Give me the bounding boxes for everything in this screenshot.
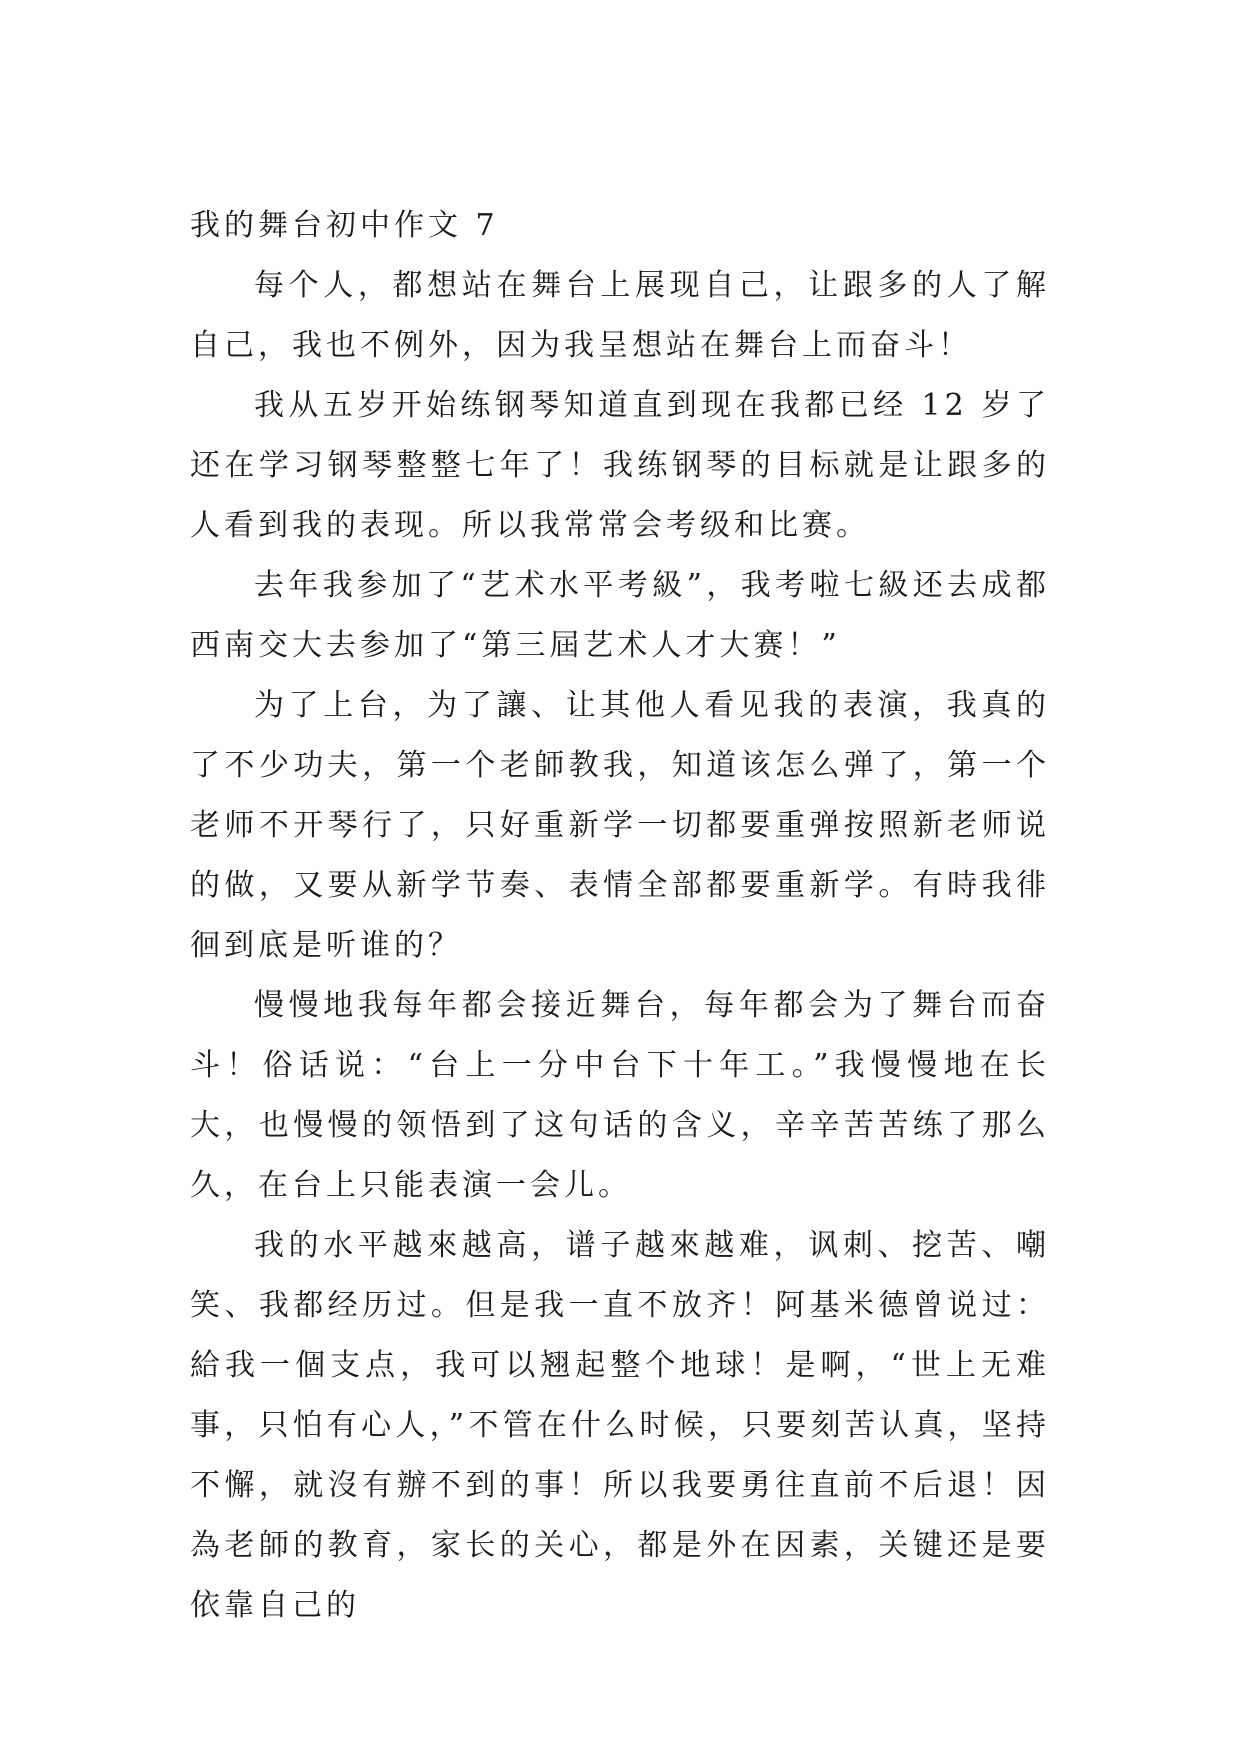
document-title: 我的舞台初中作文 7 xyxy=(190,208,499,243)
paragraph: 为了上台，为了讓、让其他人看见我的表演，我真的了不少功夫，第一个老師教我，知道该怎么弹了，第一个老师不开琴行了，只好重新学一切都要重弹按照新老师说的做，又要从新学节奏、表情全部都要重新学。有時我徘徊到底是听谁的？ xyxy=(190,688,1050,963)
paragraph: 我从五岁开始练钢琴知道直到现在我都已经 12 岁了还在学习钢琴整整七年了！我练钢琴的目标就是让跟多的人看到我的表现。所以我常常会考级和比赛。 xyxy=(190,388,1050,543)
paragraph: 去年我参加了“艺术水平考級”，我考啦七級还去成都西南交大去参加了“第三屆艺术人才大赛！” xyxy=(190,568,1050,663)
document-body xyxy=(190,196,1050,1636)
paragraph: 我的水平越來越高，谱子越來越难，讽刺、挖苦、嘲笑、我都经历过。但是我一直不放齐！阿基米德曾说过：給我一個支点，我可以翘起整个地球！是啊，“世上无难事，只怕有心人，”不管在什么时候，只要刻苦认真，坚持不懈，就沒有辦不到的事！所以我要勇往直前不后退！因為老師的教育，家长的关心，都是外在因素，关键还是要依靠自己的 xyxy=(190,1228,1050,1623)
paragraph: 每个人，都想站在舞台上展现自己，让跟多的人了解自己，我也不例外，因为我呈想站在舞台上而奋斗！ xyxy=(190,268,1050,363)
paragraph: 慢慢地我每年都会接近舞台，每年都会为了舞台而奋斗！俗话说：“台上一分中台下十年工。”我慢慢地在长大，也慢慢的领悟到了这句话的含义，辛辛苦苦练了那么久，在台上只能表演一会儿。 xyxy=(190,988,1050,1203)
